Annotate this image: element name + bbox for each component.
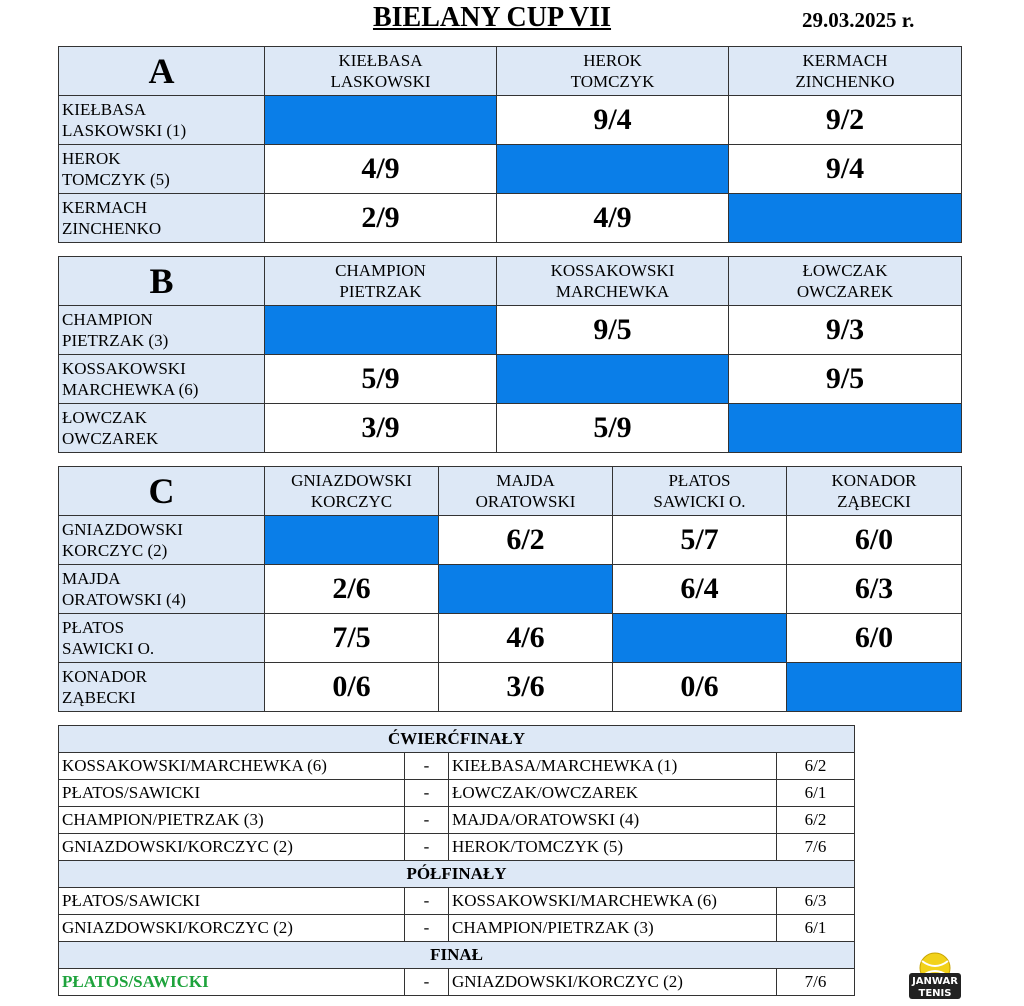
- score-cell: 5/9: [265, 355, 497, 404]
- match-row: [59, 915, 855, 942]
- table-row: [59, 306, 962, 355]
- match-score: 6/3: [777, 888, 855, 915]
- table-row: [59, 663, 962, 712]
- row-header: CHAMPION PIETRZAK (3): [59, 306, 265, 355]
- col-header: MAJDA ORATOWSKI: [439, 467, 613, 516]
- janwar-tenis-logo: [906, 951, 964, 1001]
- diagonal-cell: [439, 565, 613, 614]
- table-row: [59, 516, 962, 565]
- row-header: KERMACH ZINCHENKO: [59, 194, 265, 243]
- match-separator: -: [405, 969, 449, 996]
- score-cell: 3/9: [265, 404, 497, 453]
- row-header: KOSSAKOWSKI MARCHEWKA (6): [59, 355, 265, 404]
- score-cell: 9/2: [729, 96, 962, 145]
- match-score: 6/1: [777, 780, 855, 807]
- score-cell: 6/2: [439, 516, 613, 565]
- row-header: GNIAZDOWSKI KORCZYC (2): [59, 516, 265, 565]
- row-header: ŁOWCZAK OWCZAREK: [59, 404, 265, 453]
- table-row: [59, 404, 962, 453]
- score-cell: 5/9: [497, 404, 729, 453]
- diagonal-cell: [729, 194, 962, 243]
- match-row: [59, 807, 855, 834]
- score-cell: 4/9: [497, 194, 729, 243]
- diagonal-cell: [497, 355, 729, 404]
- section-header-quarterfinals: ĆWIERĆFINAŁY: [59, 726, 855, 753]
- score-cell: 6/3: [787, 565, 962, 614]
- row-header: KIEŁBASA LASKOWSKI (1): [59, 96, 265, 145]
- score-cell: 2/9: [265, 194, 497, 243]
- team-a: GNIAZDOWSKI/KORCZYC (2): [59, 834, 405, 861]
- table-row: [59, 565, 962, 614]
- score-cell: 4/6: [439, 614, 613, 663]
- table-row: [59, 355, 962, 404]
- tennis-ball-icon: [906, 951, 964, 1001]
- knockout-table: [58, 725, 855, 996]
- team-a: CHAMPION/PIETRZAK (3): [59, 807, 405, 834]
- col-header: KIEŁBASA LASKOWSKI: [265, 47, 497, 96]
- match-score: 6/2: [777, 807, 855, 834]
- score-cell: 6/0: [787, 614, 962, 663]
- diagonal-cell: [613, 614, 787, 663]
- match-row: [59, 969, 855, 996]
- logo-text-line1: JANWAR: [912, 976, 958, 987]
- team-a-winner: PŁATOS/SAWICKI: [59, 969, 405, 996]
- table-row: [59, 614, 962, 663]
- match-score: 6/1: [777, 915, 855, 942]
- col-header: KOSSAKOWSKI MARCHEWKA: [497, 257, 729, 306]
- group-a-table: [58, 46, 962, 243]
- score-cell: 9/5: [729, 355, 962, 404]
- col-header: KONADOR ZĄBECKI: [787, 467, 962, 516]
- col-header: PŁATOS SAWICKI O.: [613, 467, 787, 516]
- diagonal-cell: [265, 96, 497, 145]
- team-a: PŁATOS/SAWICKI: [59, 888, 405, 915]
- group-header-row: [59, 467, 962, 516]
- match-separator: -: [405, 807, 449, 834]
- score-cell: 9/3: [729, 306, 962, 355]
- score-cell: 0/6: [613, 663, 787, 712]
- group-letter: B: [59, 257, 265, 306]
- match-separator: -: [405, 834, 449, 861]
- score-cell: 6/4: [613, 565, 787, 614]
- score-cell: 7/5: [265, 614, 439, 663]
- page-title: BIELANY CUP VII: [372, 2, 612, 33]
- row-header: PŁATOS SAWICKI O.: [59, 614, 265, 663]
- team-b: KOSSAKOWSKI/MARCHEWKA (6): [449, 888, 777, 915]
- group-letter: A: [59, 47, 265, 96]
- score-cell: 4/9: [265, 145, 497, 194]
- match-separator: -: [405, 915, 449, 942]
- score-cell: 9/4: [729, 145, 962, 194]
- group-header-row: [59, 257, 962, 306]
- match-separator: -: [405, 780, 449, 807]
- section-header-final: FINAŁ: [59, 942, 855, 969]
- diagonal-cell: [265, 516, 439, 565]
- score-cell: 9/5: [497, 306, 729, 355]
- diagonal-cell: [787, 663, 962, 712]
- logo-text-line2: TENIS: [918, 988, 952, 999]
- row-header: HEROK TOMCZYK (5): [59, 145, 265, 194]
- event-date: 29.03.2025 r.: [802, 8, 915, 32]
- score-cell: 5/7: [613, 516, 787, 565]
- match-score: 7/6: [777, 969, 855, 996]
- match-separator: -: [405, 753, 449, 780]
- section-header-semifinals: PÓŁFINAŁY: [59, 861, 855, 888]
- team-a: GNIAZDOWSKI/KORCZYC (2): [59, 915, 405, 942]
- match-score: 7/6: [777, 834, 855, 861]
- match-separator: -: [405, 888, 449, 915]
- table-row: [59, 96, 962, 145]
- match-row: [59, 780, 855, 807]
- row-header: KONADOR ZĄBECKI: [59, 663, 265, 712]
- score-cell: 3/6: [439, 663, 613, 712]
- match-row: [59, 834, 855, 861]
- group-letter: C: [59, 467, 265, 516]
- team-a: PŁATOS/SAWICKI: [59, 780, 405, 807]
- match-row: [59, 753, 855, 780]
- score-cell: 6/0: [787, 516, 962, 565]
- col-header: CHAMPION PIETRZAK: [265, 257, 497, 306]
- team-b: KIEŁBASA/MARCHEWKA (1): [449, 753, 777, 780]
- team-b: GNIAZDOWSKI/KORCZYC (2): [449, 969, 777, 996]
- row-header: MAJDA ORATOWSKI (4): [59, 565, 265, 614]
- table-row: [59, 145, 962, 194]
- table-row: [59, 194, 962, 243]
- score-cell: 9/4: [497, 96, 729, 145]
- team-b: ŁOWCZAK/OWCZAREK: [449, 780, 777, 807]
- diagonal-cell: [265, 306, 497, 355]
- diagonal-cell: [729, 404, 962, 453]
- col-header: ŁOWCZAK OWCZAREK: [729, 257, 962, 306]
- diagonal-cell: [497, 145, 729, 194]
- score-cell: 0/6: [265, 663, 439, 712]
- col-header: KERMACH ZINCHENKO: [729, 47, 962, 96]
- team-b: HEROK/TOMCZYK (5): [449, 834, 777, 861]
- col-header: GNIAZDOWSKI KORCZYC: [265, 467, 439, 516]
- match-score: 6/2: [777, 753, 855, 780]
- team-a: KOSSAKOWSKI/MARCHEWKA (6): [59, 753, 405, 780]
- col-header: HEROK TOMCZYK: [497, 47, 729, 96]
- score-cell: 2/6: [265, 565, 439, 614]
- group-header-row: [59, 47, 962, 96]
- match-row: [59, 888, 855, 915]
- team-b: MAJDA/ORATOWSKI (4): [449, 807, 777, 834]
- team-b: CHAMPION/PIETRZAK (3): [449, 915, 777, 942]
- group-b-table: [58, 256, 962, 453]
- group-c-table: [58, 466, 962, 712]
